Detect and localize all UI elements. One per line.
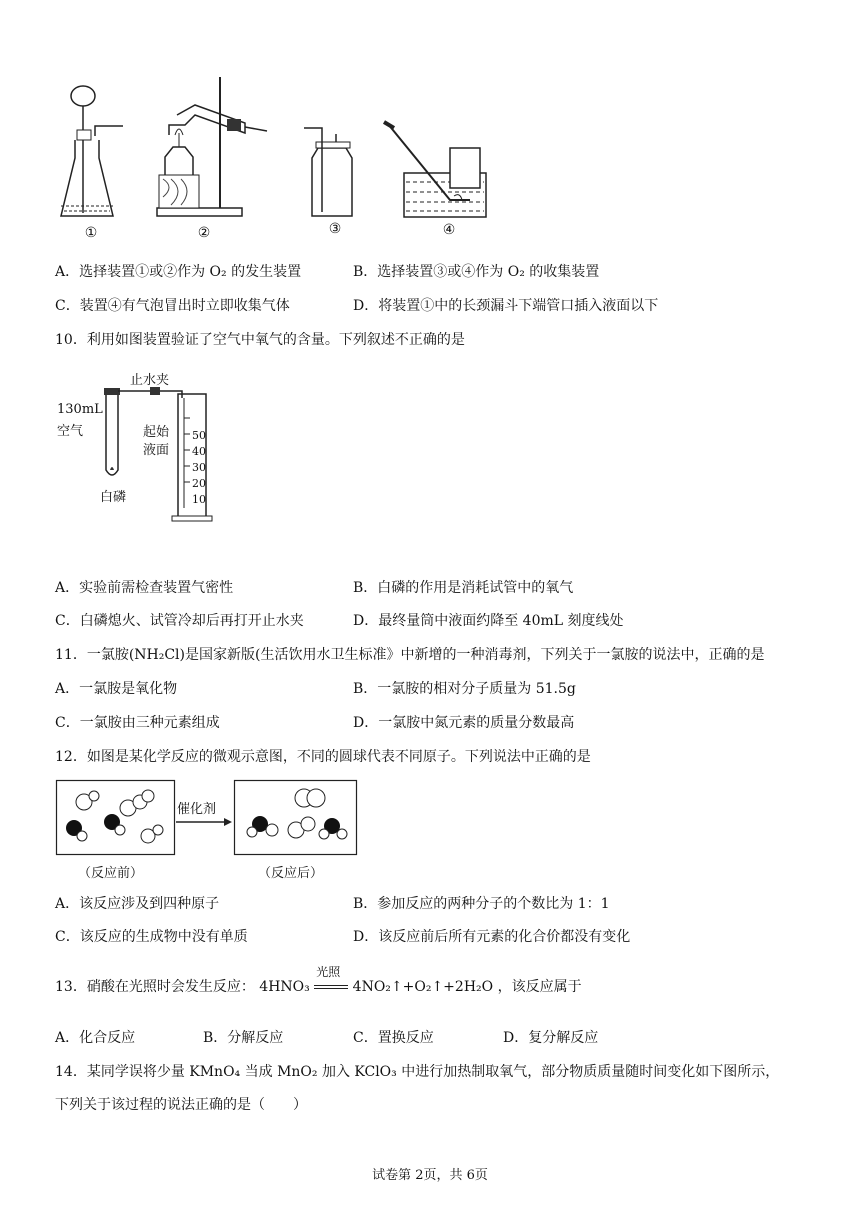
q12-option-c: C．该反应的生成物中没有单质 [55,929,248,945]
q12-before-label: （反应前） [78,866,144,881]
q12-option-a: A．该反应涉及到四种原子 [55,896,220,912]
q11-stem: 11．一氯胺(NH₂Cl)是国家新版(生活饮用水卫生标准》中新增的一种消毒剂，下列关于一氯胺的说法中，正确的是 [55,647,765,663]
q11-option-b: B．一氯胺的相对分子质量为 51.5g [353,681,576,697]
q13-stem [55,965,582,996]
apparatus-option-d: D．将装置①中的长颈漏斗下端管口插入液面以下 [353,298,659,314]
apparatus-4-trough [380,118,500,220]
apparatus-4-label: ④ [442,222,456,238]
q13-stem-prefix: 13．硝酸在光照时会发生反应： [55,979,255,995]
q10-scale [192,428,206,508]
apparatus-3-label: ③ [328,221,342,237]
apparatus-2-heating [155,75,275,220]
q11-option-a: A．一氯胺是氧化物 [55,681,178,697]
q10-option-c: C．白磷熄火、试管冷却后再打开止水夹 [55,613,304,629]
apparatus-option-c: C．装置④有气泡冒出时立即收集气体 [55,298,290,314]
q10-scale-10: 10 [192,493,206,506]
q10-option-b: B．白磷的作用是消耗试管中的氧气 [353,580,574,596]
q12-catalyst-label: 催化剂 [177,802,217,817]
q11-option-c: C．一氯胺由三种元素组成 [55,715,220,731]
q12-after-box [234,780,358,856]
q12-stem: 12．如图是某化学反应的微观示意图，不同的圆球代表不同原子。下列说法中正确的是 [55,749,591,765]
q10-scale-40: 40 [192,445,206,458]
q10-start-level-line2: 液面 [143,443,170,458]
q10-scale-20: 20 [192,477,206,490]
apparatus-1-flask [55,78,125,223]
q12-option-d: D．该反应前后所有元素的化合价都没有变化 [353,929,631,945]
page-footer: 试卷第 2页，共 6页 [372,1168,488,1183]
q12-after-label: （反应后） [258,866,324,881]
apparatus-3-bottle [300,124,360,219]
q12-before-box [56,780,176,856]
q10-scale-30: 30 [192,461,206,474]
q13-condition [314,965,348,996]
q10-start-level-label [143,424,169,460]
q10-start-level-line1: 起始 [143,425,170,440]
q10-scale-50: 50 [192,429,206,442]
q12-reaction-arrow [176,818,234,828]
q13-option-b: B．分解反应 [203,1030,284,1046]
apparatus-1-label: ① [84,225,98,241]
q13-products: 4NO₂↑+O₂↑+2H₂O [352,979,494,995]
q10-clamp-label: 止水夹 [130,373,170,388]
q14-stem-line1: 14．某同学误将少量 KMnO₄ 当成 MnO₂ 加入 KClO₃ 中进行加热制取氧气，部分物质质量随时间变化如下图所示， [55,1064,780,1080]
q12-option-b: B．参加反应的两种分子的个数比为 1：1 [353,896,610,912]
q13-option-c: C．置换反应 [353,1030,434,1046]
q13-reactant: 4HNO₃ [259,979,310,995]
q10-option-a: A．实验前需检查装置气密性 [55,580,234,596]
q10-volume-label: 130mL [57,402,103,417]
q13-stem-suffix: ，该反应属于 [497,979,582,995]
q10-option-d: D．最终量筒中液面约降至 40mL 刻度线处 [353,613,624,629]
q14-stem-line2: 下列关于该过程的说法正确的是（ ） [55,1097,307,1113]
q11-option-d: D．一氯胺中氮元素的质量分数最高 [353,715,575,731]
q10-stem: 10．利用如图装置验证了空气中氧气的含量。下列叙述不正确的是 [55,332,465,348]
apparatus-2-label: ② [197,225,211,241]
apparatus-option-b: B．选择装置③或④作为 O₂ 的收集装置 [353,264,600,280]
q13-option-a: A．化合反应 [55,1030,136,1046]
q10-air-label: 空气 [57,424,84,439]
q10-phosphorus-label: 白磷 [100,490,127,505]
apparatus-option-a: A．选择装置①或②作为 O₂ 的发生装置 [55,264,302,280]
q13-condition-text: 光照 [316,965,341,979]
q13-option-d: D．复分解反应 [503,1030,599,1046]
